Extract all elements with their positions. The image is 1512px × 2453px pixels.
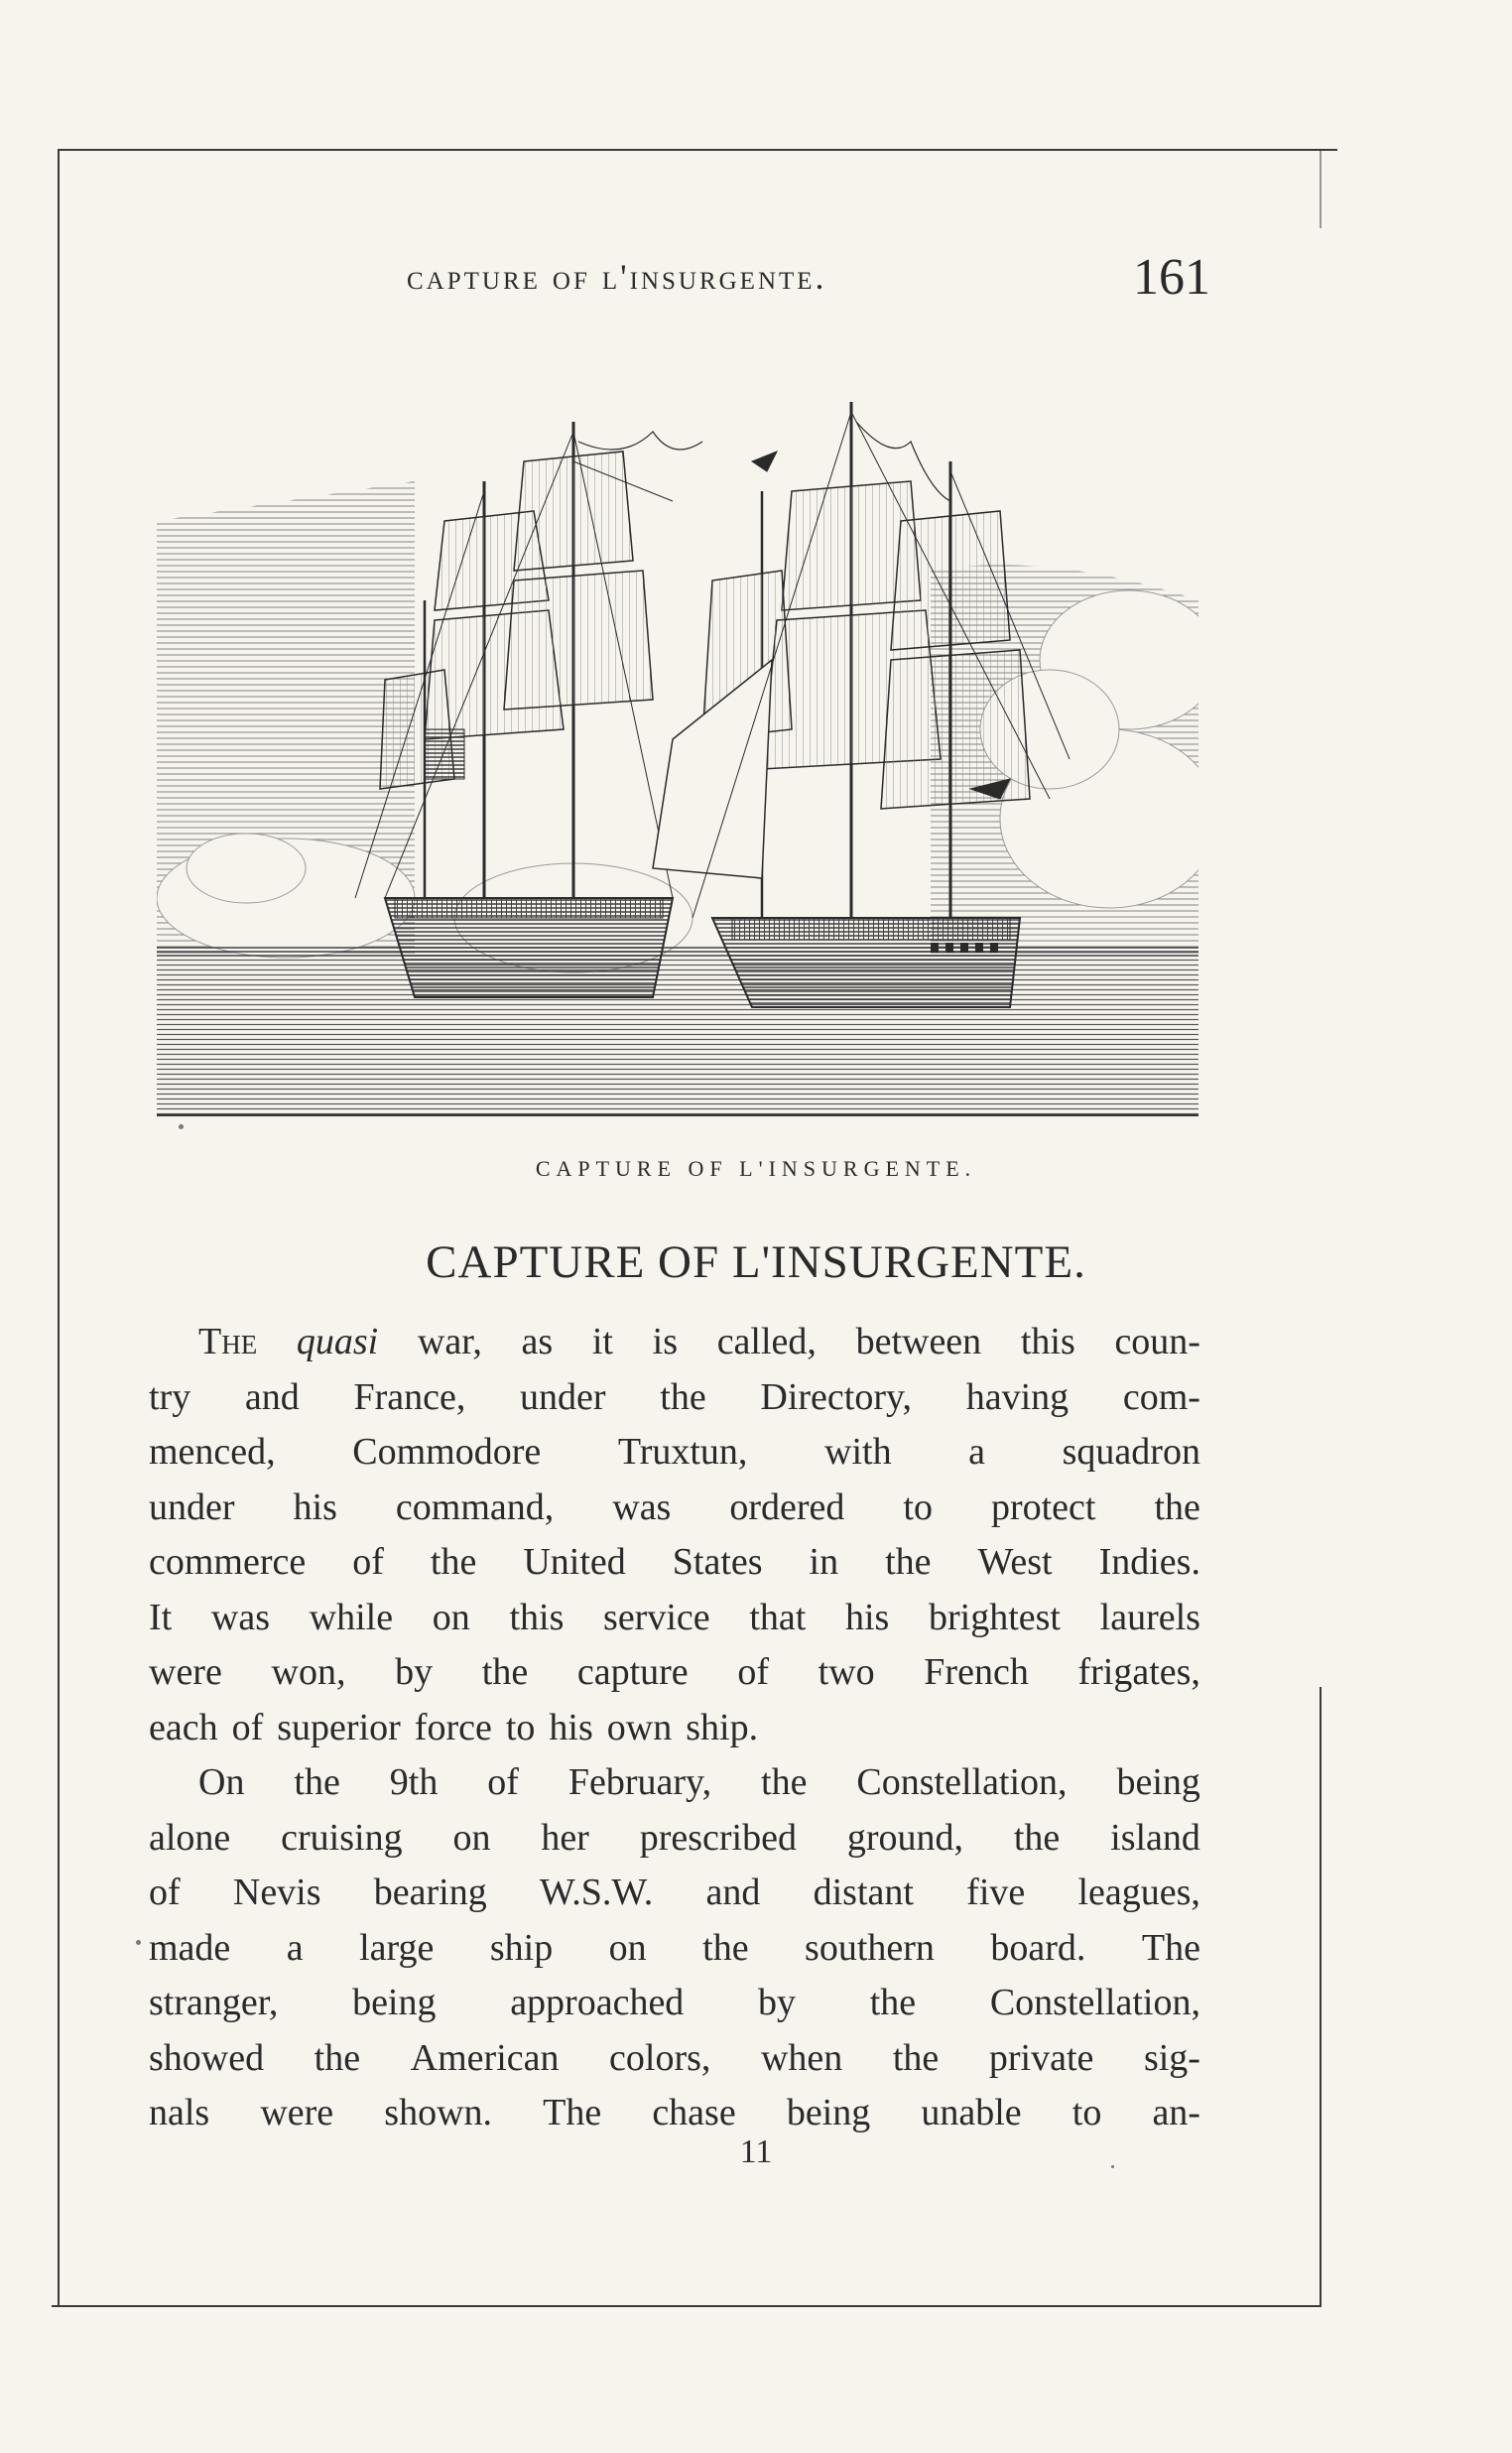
- page-number: 161: [1133, 249, 1210, 306]
- paragraph-1: [149, 1315, 1200, 1755]
- text-line: stranger, being approached by the Constellation,: [149, 1982, 1200, 2023]
- text-line: showed the American colors, when the private sig-: [149, 2036, 1200, 2079]
- signature-mark: 11: [739, 2133, 773, 2170]
- text-line: commerce of the United States in the West Indies.: [149, 1541, 1200, 1583]
- text-line: were won, by the capture of two French frigates,: [149, 1651, 1200, 1693]
- scan-speck: [1111, 2165, 1114, 2168]
- body-text: [149, 1315, 1200, 2141]
- page-header: [397, 248, 1210, 308]
- frame-left-line: [58, 149, 60, 2307]
- ship-battle-engraving: [157, 402, 1198, 1116]
- text-line: The quasi war, as it is called, between this coun-: [198, 1321, 1200, 1362]
- text-line: It was while on this service that his brightest laurels: [149, 1596, 1200, 1638]
- text-line: made a large ship on the southern board. The: [149, 1926, 1200, 1969]
- chapter-title: CAPTURE OF L'INSURGENTE.: [426, 1236, 1086, 1288]
- text-line: under his command, was ordered to protect the: [149, 1485, 1200, 1528]
- frame-bottom-line: [52, 2305, 1322, 2307]
- text-line: try and France, under the Directory, having com-: [149, 1375, 1200, 1418]
- text-line: each of superior force to his own ship.: [149, 1706, 759, 1748]
- text-line: of Nevis bearing W.S.W. and distant five leagues,: [149, 1872, 1200, 1913]
- scan-speck: [179, 1124, 184, 1129]
- text-line: On the 9th of February, the Constellation, being: [198, 1761, 1200, 1803]
- illustration-caption: CAPTURE OF L'INSURGENTE.: [535, 1156, 977, 1181]
- frame-right-upper-line: [1320, 149, 1322, 228]
- frame-right-line: [1320, 1687, 1322, 2307]
- paragraph-2: [149, 1755, 1200, 2141]
- frame-top-line: [58, 149, 1337, 151]
- text-line: nals were shown. The chase being unable to an-: [149, 2092, 1200, 2133]
- scan-speck: [136, 1940, 141, 1945]
- text-line: menced, Commodore Truxtun, with a squadron: [149, 1431, 1200, 1473]
- sea: [157, 946, 1198, 1116]
- text-line: alone cruising on her prescribed ground, the island: [149, 1816, 1200, 1859]
- running-head: capture of l'insurgente.: [407, 257, 827, 297]
